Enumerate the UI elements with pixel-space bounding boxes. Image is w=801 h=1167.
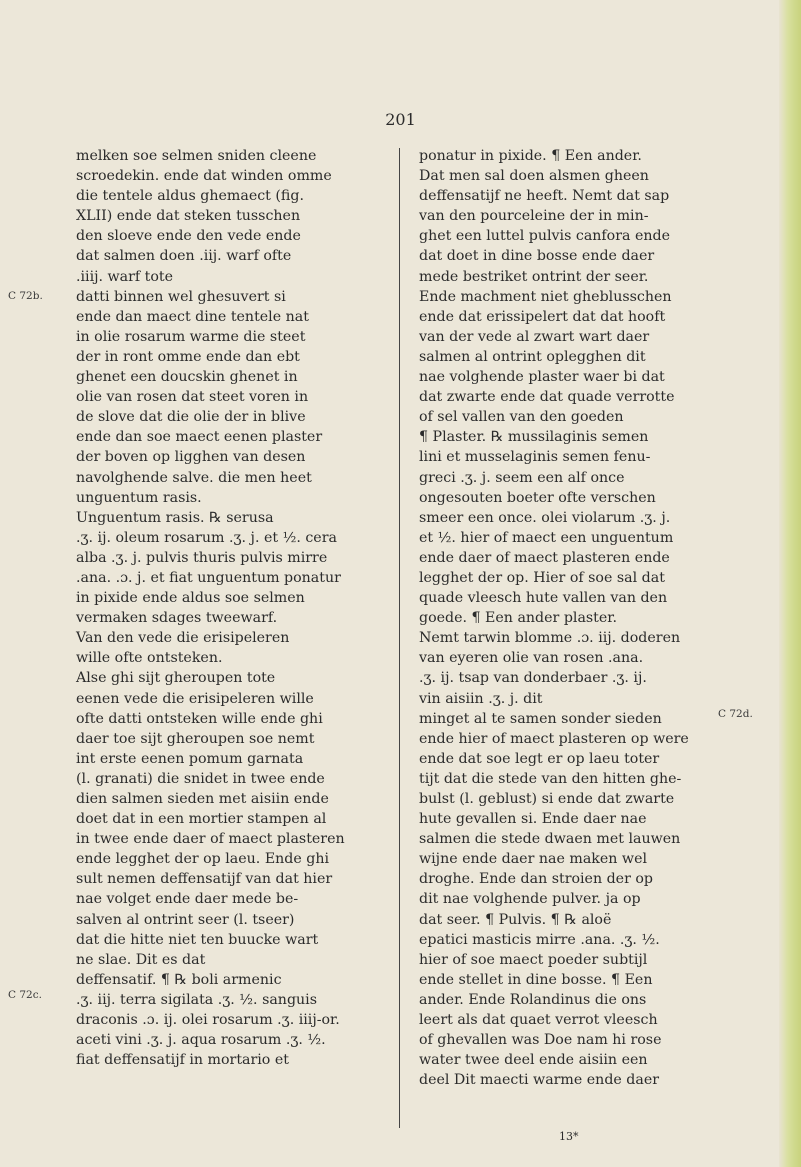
text-line: dien salmen sieden met aisiin ende [76, 791, 329, 807]
text-line: doet dat in een mortier stampen al [76, 811, 327, 828]
text-line: wille ofte ontsteken. [76, 650, 223, 667]
text-line: ander. Ende Rolandinus die ons [419, 991, 647, 1008]
text-line: dat zwarte ende dat quade verrotte [419, 389, 675, 406]
text-line: in pixide ende aldus soe selmen [76, 590, 305, 607]
text-line: .ana. .ɔ. j. et fiat unguentum ponatur [76, 569, 341, 586]
text-line: datti binnen wel ghesuvert si [76, 288, 286, 305]
margin-note-c72d: C 72d. [718, 708, 753, 720]
text-line: tijt dat die stede van den hitten ghe- [419, 770, 682, 787]
text-line: melken soe selmen sniden cleene [76, 148, 317, 164]
text-line: de slove dat die olie der in blive [76, 409, 306, 426]
text-line: fiat deffensatijf in mortario et [76, 1052, 289, 1069]
text-line: ende dan soe maect eenen plaster [76, 429, 323, 446]
text-line: leert als dat quaet verrot vleesch [419, 1012, 658, 1029]
text-line: nae volghende plaster waer bi dat [419, 369, 665, 386]
left-text-column [76, 146, 345, 1070]
text-line: ongesouten boeter ofte verschen [419, 489, 656, 506]
text-line: der boven op ligghen van desen [76, 449, 306, 466]
text-line: ne slae. Dit es dat [76, 951, 206, 968]
margin-note-c72b: C 72b. [8, 290, 43, 302]
text-line: dat salmen doen .iij. warf ofte [76, 248, 292, 265]
text-line: van eyeren olie van rosen .ana. [419, 650, 644, 667]
text-line: XLII) ende dat steken tusschen [76, 208, 301, 225]
text-line: scroedekin. ende dat winden omme [76, 168, 332, 185]
text-line: Ende machment niet gheblusschen [419, 288, 672, 305]
text-line: minget al te samen sonder sieden [419, 710, 662, 727]
text-line: water twee deel ende aisiin een [419, 1052, 648, 1069]
text-line: goede. ¶ Een ander plaster. [419, 610, 618, 627]
text-line: hute gevallen si. Ende daer nae [419, 811, 647, 828]
text-line: nae volget ende daer mede be- [76, 891, 299, 908]
text-line: dat seer. ¶ Pulvis. ¶ ℞ aloë [419, 911, 612, 928]
text-line: hier of soe maect poeder subtijl [419, 951, 648, 968]
text-line: deel Dit maecti warme ende daer [419, 1072, 660, 1089]
text-line: greci .ʒ. j. seem een alf once [419, 469, 625, 486]
text-line: .ʒ. iij. terra sigilata .ʒ. ½. sanguis [76, 991, 317, 1008]
text-line: dat doet in dine bosse ende daer [419, 248, 655, 265]
text-line: eenen vede die erisipeleren wille [76, 690, 314, 707]
text-line: daer toe sijt gheroupen soe nemt [76, 730, 315, 747]
text-line: .ʒ. ij. oleum rosarum .ʒ. j. et ½. cera [76, 529, 337, 546]
text-line: Nemt tarwin blomme .ɔ. iij. doderen [419, 630, 681, 647]
page-number: 201 [385, 110, 416, 129]
text-line: vin aisiin .ʒ. j. dit [419, 690, 543, 707]
text-line: ghet een luttel pulvis canfora ende [419, 228, 670, 245]
text-line: salmen al ontrint oplegghen dit [419, 348, 646, 365]
text-line: ende legghet der op laeu. Ende ghi [76, 851, 330, 868]
text-line: et ½. hier of maect een unguentum [419, 529, 674, 546]
text-line: deffensatif. ¶ ℞ boli armenic [76, 971, 282, 988]
text-line: van den pourceleine der in min- [419, 208, 649, 225]
text-line: unguentum rasis. [76, 489, 202, 506]
text-line: die tentele aldus ghemaect (fig. [76, 188, 304, 205]
text-line: ponatur in pixide. ¶ Een ander. [419, 148, 642, 164]
text-line: ende hier of maect plasteren op were [419, 730, 689, 747]
column-divider [399, 148, 400, 1128]
text-line: ende dat erissipelert dat dat hooft [419, 308, 666, 325]
text-line: sult nemen deffensatijf van dat hier [76, 871, 333, 888]
right-text-column [419, 146, 709, 1090]
text-line: der in ront omme ende dan ebt [76, 348, 300, 365]
text-line: in twee ende daer of maect plasteren [76, 831, 345, 848]
signature-mark: 13* [559, 1130, 579, 1143]
text-line: mede bestriket ontrint der seer. [419, 268, 649, 285]
text-line: draconis .ɔ. ij. olei rosarum .ʒ. iiij-or. [76, 1012, 340, 1029]
text-line: of sel vallen van den goeden [419, 409, 624, 426]
text-line: ende daer of maect plasteren ende [419, 549, 670, 566]
text-line: lini et musselaginis semen fenu- [419, 449, 651, 466]
text-line: in olie rosarum warme die steet [76, 328, 306, 345]
text-line: .ʒ. ij. tsap van donderbaer .ʒ. ij. [419, 670, 647, 687]
text-line: Dat men sal doen alsmen gheen [419, 168, 649, 185]
text-line: Unguentum rasis. ℞ serusa [76, 509, 274, 526]
text-line: .iiij. warf tote [76, 268, 174, 285]
text-line: bulst (l. geblust) si ende dat zwarte [419, 791, 675, 807]
text-line: ghenet een doucskin ghenet in [76, 369, 298, 386]
text-line: droghe. Ende dan stroien der op [419, 871, 653, 888]
text-line: epatici masticis mirre .ana. .ʒ. ½. [419, 931, 660, 948]
text-line: (l. granati) die snidet in twee ende [76, 770, 325, 787]
text-line: legghet der op. Hier of soe sal dat [419, 569, 665, 586]
text-line: dit nae volghende pulver. ja op [419, 891, 641, 908]
text-line: ende stellet in dine bosse. ¶ Een [419, 971, 653, 988]
text-line: salmen die stede dwaen met lauwen [419, 831, 681, 848]
text-line: van der vede al zwart wart daer [419, 328, 650, 345]
text-line: navolghende salve. die men heet [76, 469, 312, 486]
text-line: den sloeve ende den vede ende [76, 228, 301, 245]
text-line: ende dan maect dine tentele nat [76, 308, 309, 325]
margin-note-c72c: C 72c. [8, 989, 42, 1001]
text-line: aceti vini .ʒ. j. aqua rosarum .ʒ. ½. [76, 1032, 326, 1049]
page-edge [779, 0, 801, 1167]
text-line: dat die hitte niet ten buucke wart [76, 931, 319, 948]
text-line: Van den vede die erisipeleren [76, 630, 290, 647]
text-line: of ghevallen was Doe nam hi rose [419, 1032, 662, 1049]
text-line: olie van rosen dat steet voren in [76, 389, 309, 406]
text-line: ofte datti ontsteken wille ende ghi [76, 710, 323, 727]
text-line: Alse ghi sijt gheroupen tote [76, 670, 276, 687]
text-line: quade vleesch hute vallen van den [419, 590, 668, 607]
text-line: alba .ʒ. j. pulvis thuris pulvis mirre [76, 549, 328, 566]
text-line: vermaken sdages tweewarf. [76, 610, 278, 627]
text-line: deffensatijf ne heeft. Nemt dat sap [419, 188, 670, 205]
text-line: int erste eenen pomum garnata [76, 750, 304, 767]
text-line: wijne ende daer nae maken wel [419, 851, 648, 868]
text-line: ¶ Plaster. ℞ mussilaginis semen [419, 429, 649, 446]
text-line: smeer een once. olei violarum .ʒ. j. [419, 509, 671, 526]
text-line: ende dat soe legt er op laeu toter [419, 750, 660, 767]
text-line: salven al ontrint seer (l. tseer) [76, 911, 295, 928]
